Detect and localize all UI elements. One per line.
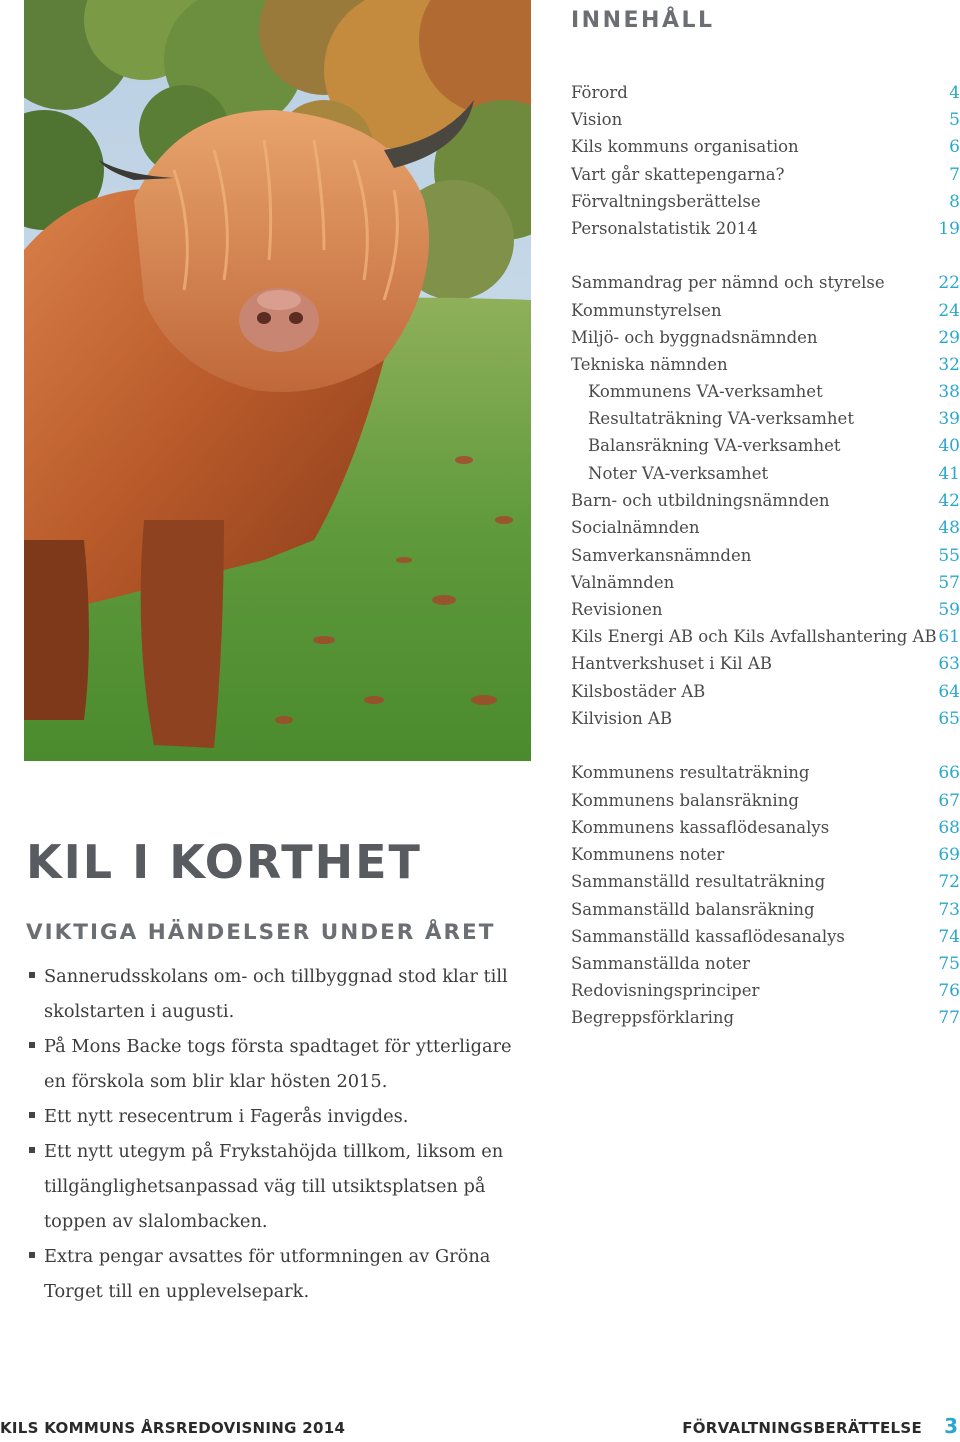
toc-item-page: 77	[938, 1008, 960, 1028]
toc-item-title: Personalstatistik 2014	[571, 219, 758, 238]
toc-item-page: 4	[949, 83, 960, 103]
list-item	[26, 1029, 532, 1099]
toc-item-title: Kommunens noter	[571, 845, 725, 864]
bullet-icon	[29, 1252, 35, 1258]
toc-item-page: 19	[938, 219, 960, 239]
toc-item[interactable]	[571, 270, 960, 296]
bullet-icon	[29, 1042, 35, 1048]
toc-item-page: 48	[938, 518, 960, 538]
section-title: KIL I KORTHET	[26, 835, 422, 889]
toc-item-title: Sammanställd balansräkning	[571, 900, 815, 919]
toc-item[interactable]	[571, 951, 960, 977]
toc-item[interactable]	[571, 352, 960, 378]
toc-item-title: Förord	[571, 83, 628, 102]
toc-item-title: Begreppsförklaring	[571, 1008, 735, 1027]
toc-item[interactable]	[571, 543, 960, 569]
toc-item-title: Kommunens kassaflödesanalys	[571, 818, 830, 837]
toc-item[interactable]	[571, 706, 960, 732]
toc-item[interactable]	[571, 461, 960, 487]
toc-item[interactable]	[571, 651, 960, 677]
toc-item-page: 7	[949, 165, 960, 185]
toc-item[interactable]	[571, 433, 960, 459]
list-item	[26, 1239, 532, 1309]
list-item	[26, 1099, 532, 1134]
toc-item-title: Förvaltningsberättelse	[571, 192, 761, 211]
toc-item[interactable]	[571, 978, 960, 1004]
toc-item-page: 8	[949, 192, 960, 212]
toc-item[interactable]	[571, 1005, 960, 1031]
toc-item-title: Miljö- och byggnadsnämnden	[571, 328, 818, 347]
toc-item-page: 39	[938, 409, 960, 429]
bullet-icon	[29, 1112, 35, 1118]
toc-item[interactable]	[571, 760, 960, 786]
toc-item-page: 67	[938, 791, 960, 811]
toc-item-page: 74	[938, 927, 960, 947]
toc-item-title: Sammanställda noter	[571, 954, 750, 973]
toc-item-page: 32	[938, 355, 960, 375]
section-subtitle: VIKTIGA HÄNDELSER UNDER ÅRET	[26, 920, 496, 945]
event-text: Ett nytt utegym på Frykstahöjda tillkom, liksom en tillgänglighetsanpassad väg till utsiktsplatsen på toppen av slalombacken.	[44, 1141, 504, 1232]
toc-item-page: 65	[938, 709, 960, 729]
toc-item-page: 61	[938, 627, 960, 647]
toc-item[interactable]	[571, 679, 960, 705]
toc-item[interactable]	[571, 216, 960, 242]
toc-item-page: 69	[938, 845, 960, 865]
event-text: På Mons Backe togs första spadtaget för ytterligare en förskola som blir klar hösten 2015.	[44, 1036, 512, 1092]
toc-item-title: Kilvision AB	[571, 709, 673, 728]
toc-item-title: Vision	[571, 110, 623, 129]
toc-item-title: Vart går skattepengarna?	[571, 165, 785, 184]
toc-item-title: Samverkansnämnden	[571, 546, 752, 565]
toc-item-page: 72	[938, 872, 960, 892]
toc-item[interactable]	[571, 897, 960, 923]
event-text: Sannerudsskolans om- och tillbyggnad stod klar till skolstarten i augusti.	[44, 966, 508, 1022]
toc-item-page: 63	[938, 654, 960, 674]
toc-item-title: Kommunstyrelsen	[571, 301, 722, 320]
toc-item-page: 73	[938, 900, 960, 920]
event-text: Ett nytt resecentrum i Fagerås invigdes.	[44, 1106, 409, 1127]
toc-item-page: 5	[949, 110, 960, 130]
toc-item-title: Tekniska nämnden	[571, 355, 728, 374]
toc-item-title: Kommunens resultaträkning	[571, 763, 810, 782]
page-number: 3	[944, 1414, 958, 1438]
toc-item[interactable]	[571, 869, 960, 895]
toc-item[interactable]	[571, 80, 960, 106]
toc-item-page: 24	[938, 301, 960, 321]
toc-item-page: 42	[938, 491, 960, 511]
toc-item-page: 38	[938, 382, 960, 402]
toc-item-page: 64	[938, 682, 960, 702]
toc-item-page: 57	[938, 573, 960, 593]
toc-item[interactable]	[571, 488, 960, 514]
toc-item[interactable]	[571, 298, 960, 324]
toc-item[interactable]	[571, 815, 960, 841]
toc-item-title: Hantverkshuset i Kil AB	[571, 654, 772, 673]
toc-item-title: Barn- och utbildningsnämnden	[571, 491, 830, 510]
toc-item-title: Sammandrag per nämnd och styrelse	[571, 273, 885, 292]
toc-item[interactable]	[571, 597, 960, 623]
toc-item[interactable]	[571, 134, 960, 160]
toc-item[interactable]	[571, 189, 960, 215]
toc-item-page: 66	[938, 763, 960, 783]
highland-cow-photo	[24, 0, 531, 761]
toc-item-title: Kils Energi AB och Kils Avfallshantering AB	[571, 627, 937, 646]
toc-item[interactable]	[571, 325, 960, 351]
events-list	[26, 959, 532, 1309]
toc-item[interactable]	[571, 924, 960, 950]
toc-item-title: Sammanställd kassaflödesanalys	[571, 927, 845, 946]
toc-item-title: Revisionen	[571, 600, 663, 619]
toc-item-title: Noter VA-verksamhet	[588, 464, 769, 483]
toc-item-title: Kommunens balansräkning	[571, 791, 799, 810]
toc-item[interactable]	[571, 624, 960, 650]
toc-item-title: Kommunens VA-verksamhet	[588, 382, 823, 401]
toc-item-title: Balansräkning VA-verksamhet	[588, 436, 841, 455]
toc-item-page: 76	[938, 981, 960, 1001]
list-item	[26, 959, 532, 1029]
toc-item[interactable]	[571, 379, 960, 405]
toc-item[interactable]	[571, 570, 960, 596]
toc-item-title: Sammanställd resultaträkning	[571, 872, 826, 891]
bullet-icon	[29, 972, 35, 978]
toc-item-page: 40	[938, 436, 960, 456]
toc-item-page: 6	[949, 137, 960, 157]
toc-item-title: Kils kommuns organisation	[571, 137, 799, 156]
toc-item-page: 75	[938, 954, 960, 974]
toc-item-title: Resultaträkning VA-verksamhet	[588, 409, 854, 428]
footer-publication: KILS KOMMUNS ÅRSREDOVISNING 2014	[0, 1419, 346, 1437]
toc-item-title: Socialnämnden	[571, 518, 700, 537]
toc-item[interactable]	[571, 107, 960, 133]
toc-item[interactable]	[571, 515, 960, 541]
list-item	[26, 1134, 532, 1239]
toc-item[interactable]	[571, 842, 960, 868]
toc-item-page: 59	[938, 600, 960, 620]
toc-item-title: Redovisningsprinciper	[571, 981, 760, 1000]
toc-item-title: Kilsbostäder AB	[571, 682, 706, 701]
bullet-icon	[29, 1147, 35, 1153]
toc-item[interactable]	[571, 162, 960, 188]
toc-item[interactable]	[571, 788, 960, 814]
event-text: Extra pengar avsattes för utformningen av Gröna Torget till en upplevelsepark.	[44, 1246, 491, 1302]
toc-item[interactable]	[571, 406, 960, 432]
footer-section: FÖRVALTNINGSBERÄTTELSE	[682, 1419, 922, 1437]
toc-item-title: Valnämnden	[571, 573, 675, 592]
toc-item-page: 22	[938, 273, 960, 293]
toc-item-page: 29	[938, 328, 960, 348]
toc-item-page: 41	[938, 464, 960, 484]
toc-item-page: 68	[938, 818, 960, 838]
toc-heading: INNEHÅLL	[571, 8, 715, 33]
toc-item-page: 55	[938, 546, 960, 566]
